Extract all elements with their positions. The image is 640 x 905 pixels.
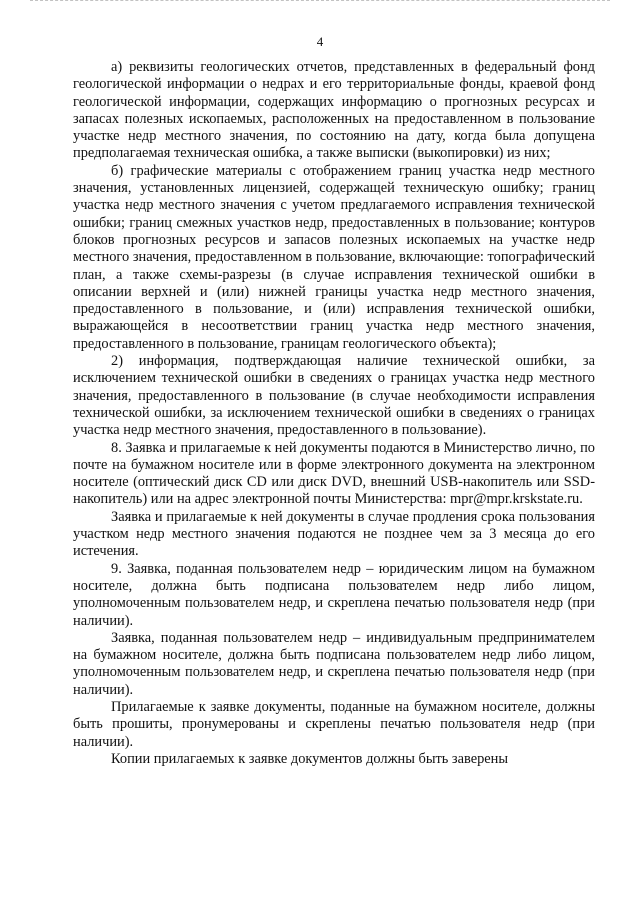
paragraph-entrepreneur-signature: Заявка, поданная пользователем недр – индивидуальным предпринимателем на бумажном носителе, должна быть подписана пользователем недр либо лицом, уполномоченным пользователем недр, и скреплена печатью пользователя недр (при наличии). (73, 629, 595, 698)
document-body (73, 59, 595, 768)
paragraph-extension-deadline: Заявка и прилагаемые к ней документы в случае продления срока пользования участком недр местного значения подаются не позднее чем за 3 месяца до его истечения. (73, 508, 595, 560)
paragraph-copies-certified: Копии прилагаемых к заявке документов должны быть заверены (111, 750, 509, 767)
paragraph-geological-reports: а) реквизиты геологических отчетов, представленных в федеральный фонд геологической информации о недрах и его территориальные фонды, краевой фонд геологической информации, содержащих информацию о прогнозных ресурсах и запасах полезных ископаемых, расположенных на предоставленном в пользование участке недр местного значения, по состоянию на дату, когда была допущена предполагаемая техническая ошибка, а также выписки (выкопировки) из них; (73, 59, 595, 162)
paragraph-documents-bound: Прилагаемые к заявке документы, поданные на бумажном носителе, должны быть прошиты, пронумерованы и скреплены печатью пользователя недр (при наличии). (73, 698, 595, 750)
page-top-edge-rule (30, 0, 610, 1)
page-number: 4 (316, 34, 324, 49)
paragraph-error-confirmation-info: 2) информация, подтверждающая наличие технической ошибки, за исключением технической ошибки в сведениях о границах участка недр местного значения, предоставленного в пользование (в случае необходимости исправления технической ошибки, за исключением технической ошибки в сведениях о границах участка недр местного значения, предоставленного в пользование). (73, 353, 595, 439)
paragraph-submission-methods: 8. Заявка и прилагаемые к ней документы подаются в Министерство лично, по почте на бумажном носителе или в форме электронного документа на электронном носителе (оптический диск CD или диск DVD, внешний USB-накопитель или SSD-накопитель) или на адрес электронной почты Министерства: mpr@mpr.krskstate.ru. (73, 439, 595, 508)
paragraph-legal-entity-signature: 9. Заявка, поданная пользователем недр – юридическим лицом на бумажном носителе, должна быть подписана пользователем недр либо лицом, уполномоченным пользователем недр, и скреплена печатью пользователя недр (при наличии). (73, 560, 595, 629)
paragraph-graphic-materials: б) графические материалы с отображением границ участка недр местного значения, установленных лицензией, содержащей техническую ошибку; границ участка недр местного значения с учетом предлагаемого исправления технической ошибки; границ смежных участков недр, предоставленных в пользование; контуров блоков прогнозных ресурсов и запасов полезных ископаемых на участке недр местного значения, предоставленном в пользование, включающие: топографический план, а также схемы-разрезы (в случае исправления технической ошибки в описании верхней и (или) нижней границы участка недр местного значения, предоставленного в пользование, и (или) исправления технической ошибки, выражающейся в несоответствии границ участка недр местного значения, предоставленного в пользование, границам геологического объекта); (73, 162, 595, 352)
